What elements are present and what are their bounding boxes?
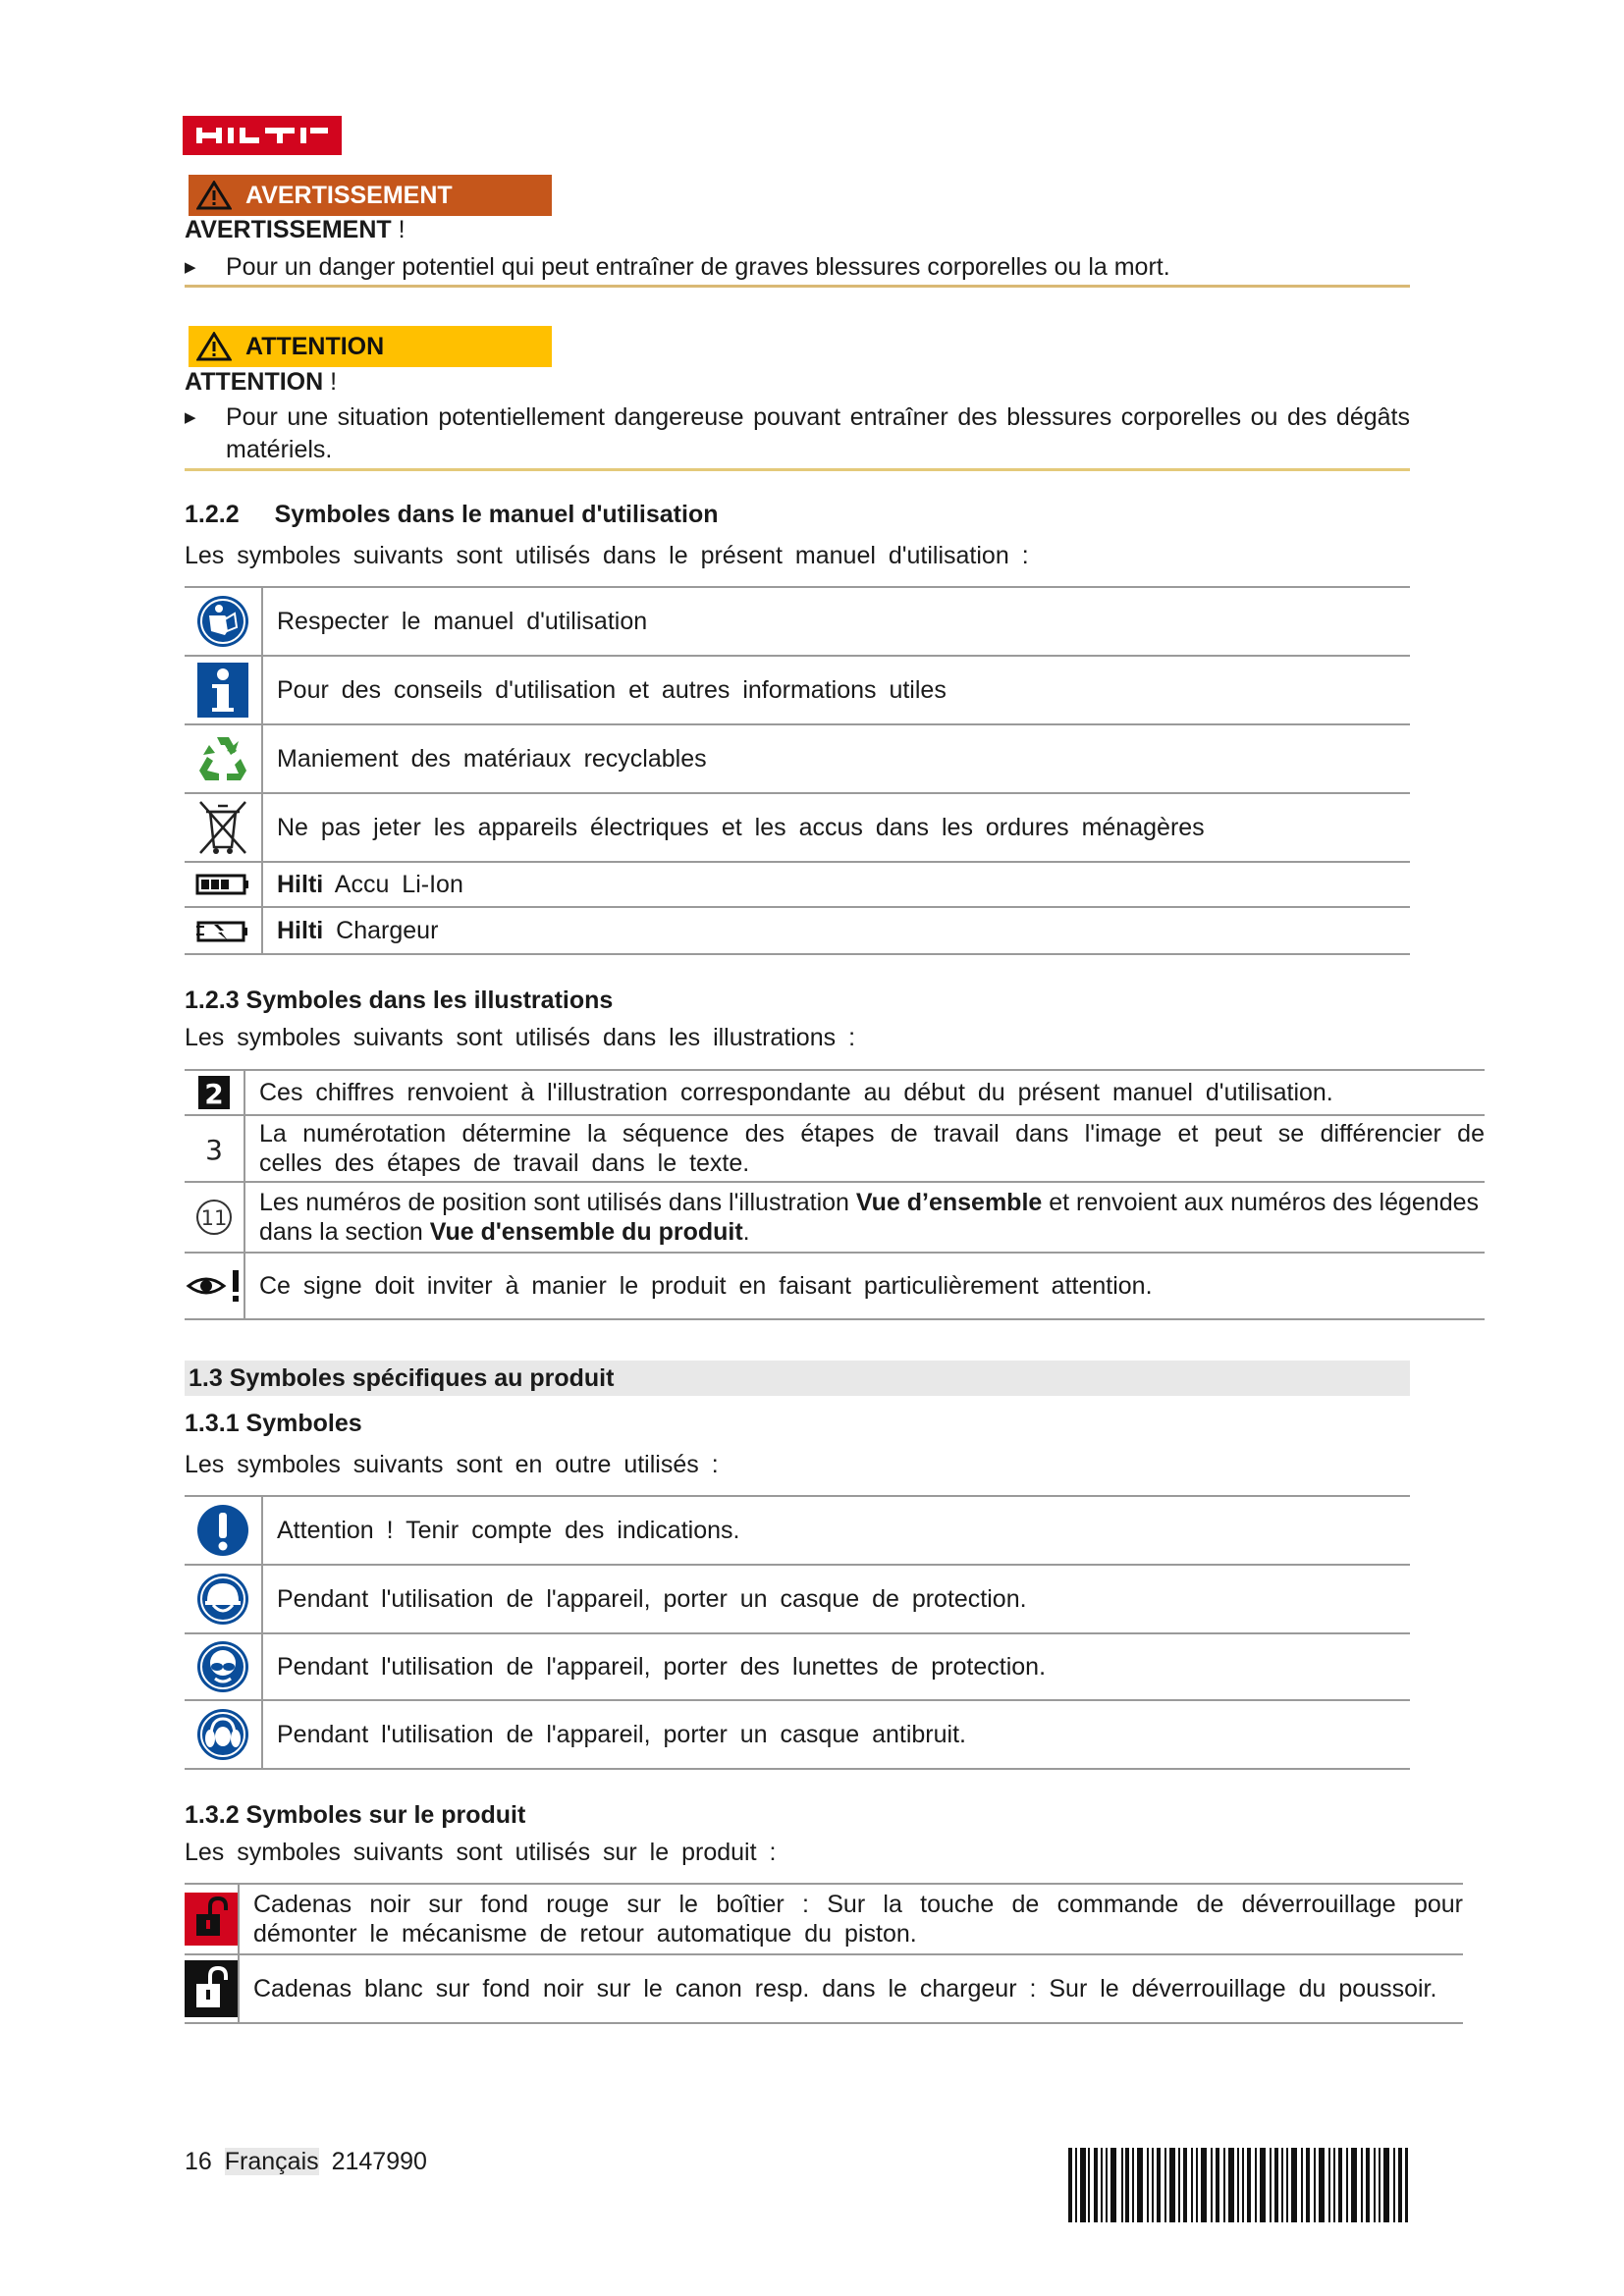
table-cell: Respecter le manuel d'utilisation [262,587,1410,656]
section-intro-1-2-3: Les symboles suivants sont utilisés dans les illustrations : [185,1024,856,1051]
padlock-red-icon [185,1893,238,1946]
caution-text: ▶ Pour une situation potentiellement dangereuse pouvant entraîner des blessures corporelles ou des dégâts matériels. [185,403,1410,463]
warning-triangle-icon [196,181,232,210]
table-row [185,724,1410,793]
table-cell: La numérotation détermine la séquence des étapes de travail dans l'image et peut se différencier de celles des étapes de travail dans le texte. [244,1115,1485,1182]
section-intro-1-3-1: Les symboles suivants sont en outre utilisés : [185,1451,719,1478]
table-cell: Ces chiffres renvoient à l'illustration correspondante au début du présent manuel d'utilisation. [244,1070,1485,1115]
table-cell: Pour des conseils d'utilisation et autres informations utiles [262,656,1410,724]
table-row [185,1565,1410,1633]
section-heading-1-3-2: 1.3.2 Symboles sur le produit [185,1801,526,1829]
table-cell: Hilti Chargeur [262,907,1410,954]
charger-icon [194,917,251,944]
hilti-logo [183,116,342,155]
table-row [185,1070,1485,1115]
step-number-icon [199,1132,229,1165]
barcode-icon [1068,2148,1408,2222]
hilti-logo-mark [183,116,342,155]
table-row [185,862,1410,907]
page-footer [185,2148,427,2176]
page-number: 16 [185,2148,212,2175]
footer-language: Français [224,2148,319,2175]
ear-protection-icon [195,1707,250,1762]
table-row [185,1954,1463,2023]
warning-badge [189,175,552,216]
table-cell: Hilti Accu Li-Ion [262,862,1410,907]
warning-title: AVERTISSEMENT ! [185,216,406,243]
illustration-symbols-table [185,1069,1485,1320]
table-row [185,1633,1410,1700]
figure-number-icon [198,1076,230,1109]
svg-text:2: 2 [204,1078,224,1109]
footer-doc-number: 2147990 [331,2148,427,2175]
exclamation-icon [195,1503,250,1558]
section-band-1-3: 1.3 Symboles spécifiques au produit [185,1361,1410,1396]
manual-symbols-table [185,586,1410,955]
table-cell: Pendant l'utilisation de l'appareil, porter des lunettes de protection. [262,1633,1410,1700]
battery-icon [195,873,250,896]
warning-rule [185,285,1410,288]
table-row [185,587,1410,656]
table-cell: Ne pas jeter les appareils électriques et les accus dans les ordures ménagères [262,793,1410,862]
table-row [185,1496,1410,1565]
padlock-black-icon [185,1960,238,2017]
crossed-bin-icon [196,798,249,857]
table-row [185,1115,1485,1182]
section-intro-1-2-2: Les symboles suivants sont utilisés dans le présent manuel d'utilisation : [185,542,1029,569]
table-row [185,1253,1485,1319]
warning-text: ▶ Pour un danger potentiel qui peut entraîner de graves blessures corporelles ou la mort. [185,251,1410,284]
table-cell: Attention ! Tenir compte des indications. [262,1496,1410,1565]
svg-text:3: 3 [205,1134,223,1165]
caution-title: ATTENTION ! [185,368,338,396]
table-cell: Les numéros de position sont utilisés dans l'illustration Vue d’ensemble et renvoient aux numéros des légendes dans la section Vue d'ensemble du produit. [244,1182,1485,1253]
table-cell: Cadenas blanc sur fond noir sur le canon resp. dans le chargeur : Sur le déverrouillage du poussoir. [239,1954,1463,2023]
goggles-icon [195,1639,250,1694]
bullet-icon: ▶ [185,259,196,276]
table-row [185,1700,1410,1769]
caution-triangle-icon [196,332,232,361]
manual-icon [195,594,250,649]
position-number-icon [194,1198,234,1237]
table-cell: Ce signe doit inviter à manier le produit en faisant particulièrement attention. [244,1253,1485,1319]
product-marking-table [185,1883,1463,2024]
helmet-icon [195,1572,250,1627]
table-row [185,1884,1463,1954]
section-heading-1-2-2: 1.2.2 Symboles dans le manuel d'utilisation [185,501,719,528]
warning-badge-label: AVERTISSEMENT [245,181,453,209]
table-cell: Cadenas noir sur fond rouge sur le boîtier : Sur la touche de commande de déverrouillage pour démonter le mécanisme de retour automatique du piston. [239,1884,1463,1954]
section-heading-1-3-1: 1.3.1 Symboles [185,1410,362,1437]
table-cell: Maniement des matériaux recyclables [262,724,1410,793]
product-symbols-table [185,1495,1410,1770]
table-cell: Pendant l'utilisation de l'appareil, porter un casque antibruit. [262,1700,1410,1769]
table-cell: Pendant l'utilisation de l'appareil, porter un casque de protection. [262,1565,1410,1633]
table-row [185,1182,1485,1253]
recycle-icon [195,731,250,786]
bullet-icon: ▶ [185,409,196,426]
table-row [185,656,1410,724]
info-icon [197,663,248,718]
svg-text:11: 11 [200,1206,228,1230]
section-intro-1-3-2: Les symboles suivants sont utilisés sur le produit : [185,1839,777,1866]
caution-rule [185,468,1410,471]
attention-eye-icon [185,1268,244,1304]
table-row [185,907,1410,954]
section-heading-1-2-3: 1.2.3 Symboles dans les illustrations [185,987,614,1014]
caution-badge-label: ATTENTION [245,332,385,360]
caution-badge [189,326,552,367]
table-row [185,793,1410,862]
